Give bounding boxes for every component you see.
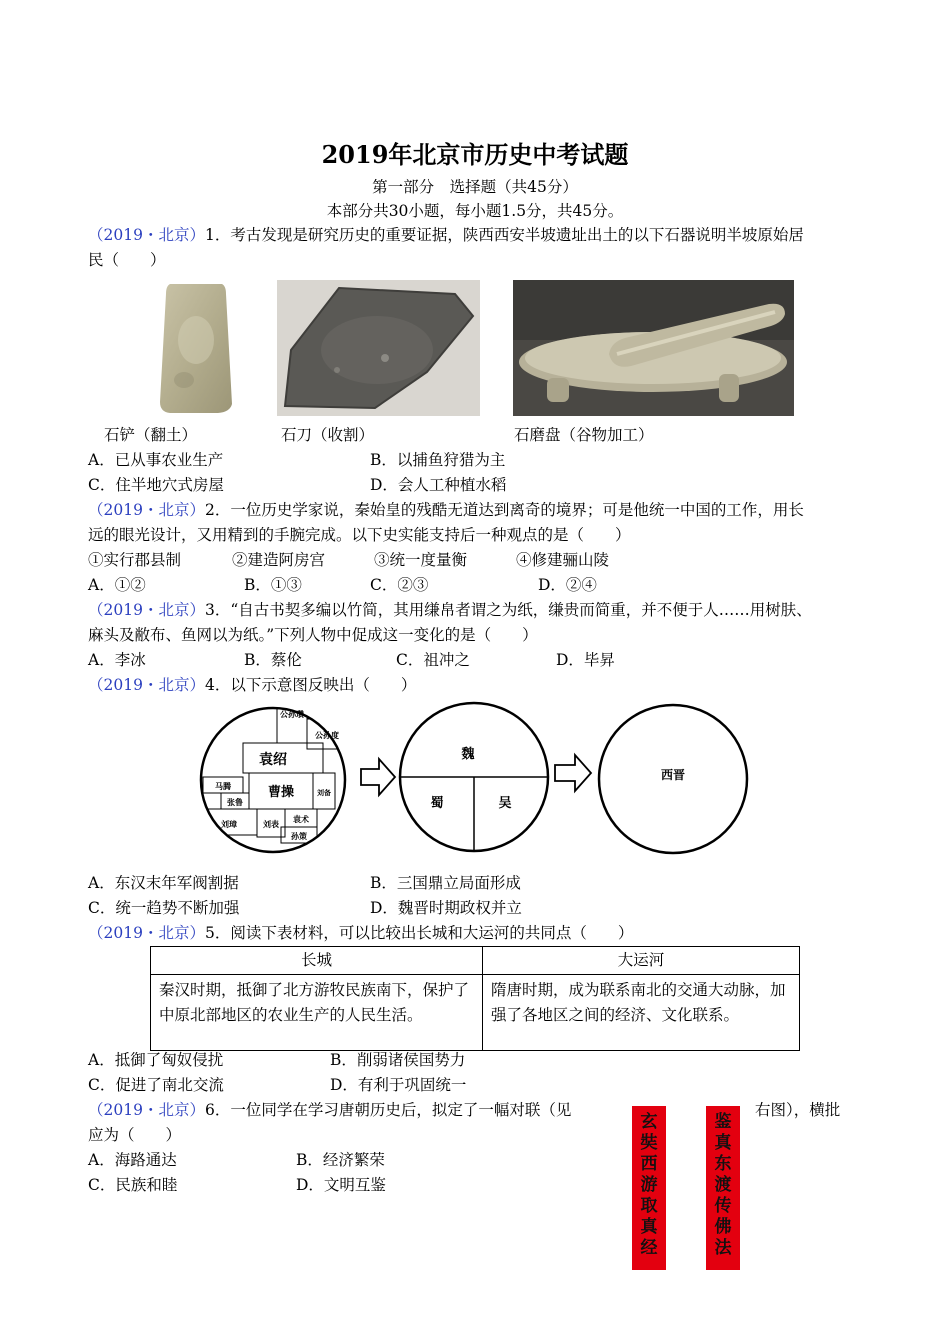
label-liu-biao: 刘表 [263,819,279,829]
label-western-jin: 西晋 [660,768,686,782]
table-row [151,975,800,1051]
q1-option-c: C．住半地穴式房屋 [88,476,224,494]
couplet-right-scroll: 鉴 真 东 渡 传 佛 法 [706,1106,740,1270]
label-wu: 吴 [498,796,512,811]
caption-grinding-slab: 石磨盘（谷物加工） [514,426,654,444]
label-shu: 蜀 [430,796,444,811]
table-header-great-wall: 长城 [151,947,483,975]
q2-item-2: ②建造阿房宫 [232,551,326,569]
label-gongsun-du: 公孙度 [315,730,339,740]
caption-stone-spade: 石铲（翻土） [104,426,198,444]
question-2-line2: 远的眼光设计，又用精到的手腕完成。以下史实能支持后一种观点的是（ ） [88,526,631,544]
stone-grinding-slab-image [513,280,794,416]
q2-item-4: ④修建骊山陵 [516,551,610,569]
q5-option-b: B．削弱诸侯国势力 [330,1051,466,1069]
q1-option-d: D．会人工种植水稻 [370,476,507,494]
label-wei: 魏 [461,747,475,762]
label-ma-teng: 马腾 [215,781,231,791]
q3-option-c: C．祖冲之 [396,651,470,669]
label-cao-cao: 曹操 [267,785,295,800]
label-yuan-shao: 袁绍 [259,752,287,768]
question-5-line1: （2019・北京）5．阅读下表材料，可以比较出长城和大运河的共同点（ ） [88,924,634,942]
table-header-grand-canal: 大运河 [483,947,800,975]
q5-option-c: C．促进了南北交流 [88,1076,224,1094]
q6-option-b: B．经济繁荣 [296,1151,385,1169]
arrow-icon [361,759,395,795]
question-6-line1: （2019・北京）6．一位同学在学习唐朝历史后，拟定了一幅对联（见 [88,1101,572,1119]
q5-option-d: D．有利于巩固统一 [330,1076,467,1094]
q2-option-a: A．①② [88,576,146,594]
question-3-line2: 麻头及敝布、鱼网以为纸。”下列人物中促成这一变化的是（ ） [88,626,538,644]
q1-option-a: A．已从事农业生产 [88,451,224,469]
couplet-left-scroll: 玄 奘 西 游 取 真 经 [632,1106,666,1270]
question-1-line1: （2019・北京）1．考古发现是研究历史的重要证据，陕西西安半坡遗址出土的以下石器说明半坡原始居 [88,226,804,244]
q6-option-d: D．文明互鉴 [296,1176,386,1194]
part-heading: 第一部分 选择题（共45分） [372,178,578,196]
part-note: 本部分共30小题，每小题1.5分，共45分。 [326,202,624,220]
table-cell-grand-canal: 隋唐时期，成为联系南北的交通大动脉，加强了各地区之间的经济、文化联系。 [483,975,800,1051]
comparison-table [150,946,800,1051]
caption-stone-knife: 石刀（收割） [281,426,375,444]
question-2-line1: （2019・北京）2．一位历史学家说，秦始皇的残酷无道达到离奇的境界；可是他统一中国的工作，用长 [88,501,804,519]
q2-option-b: B．①③ [244,576,302,594]
label-yuan-shu: 袁术 [293,814,309,824]
question-3-line1: （2019・北京）3．“自古书契多编以竹简，其用缣帛者谓之为纸，缣贵而简重，并不便于人……用树肤、 [88,601,812,619]
page-title: 2019年北京市历史中考试题 [321,140,629,169]
q3-option-a: A．李冰 [88,651,146,669]
arrow-icon [555,755,591,791]
q5-option-a: A．抵御了匈奴侵扰 [88,1051,224,1069]
label-zhang-lu: 张鲁 [227,797,243,807]
question-6-line1-end: 右图），横批 [755,1101,841,1119]
stone-spade-image [156,280,238,416]
q2-option-c: C．②③ [370,576,429,594]
source-tag: （2019・北京） [88,226,205,244]
q1-option-b: B．以捕鱼狩猎为主 [370,451,506,469]
label-sun-ce: 孙策 [291,831,307,841]
stone-knife-image [277,280,480,416]
q3-option-d: D．毕昇 [556,651,615,669]
table-header-row [151,947,800,975]
table-cell-great-wall: 秦汉时期，抵御了北方游牧民族南下，保护了中原北部地区的农业生产的人民生活。 [151,975,483,1051]
q4-option-c: C．统一趋势不断加强 [88,899,240,917]
q2-option-d: D．②④ [538,576,597,594]
warlords-to-western-jin-diagram [195,697,755,863]
q6-option-c: C．民族和睦 [88,1176,178,1194]
label-gongsun-zan: 公孙瓒 [280,709,304,719]
q4-option-b: B．三国鼎立局面形成 [370,874,521,892]
question-6-line2: 应为（ ） [88,1126,182,1144]
question-1-line2: 民（ ） [88,251,166,269]
q6-option-a: A．海路通达 [88,1151,177,1169]
question-4-line1: （2019・北京）4．以下示意图反映出（ ） [88,676,417,694]
q2-item-1: ①实行郡县制 [88,551,182,569]
q4-option-a: A．东汉末年军阀割据 [88,874,239,892]
label-liu-bei: 刘备 [317,788,331,797]
q3-option-b: B．蔡伦 [244,651,302,669]
label-liu-zhang: 刘璋 [221,819,237,829]
q4-option-d: D．魏晋时期政权并立 [370,899,522,917]
q2-item-3: ③统一度量衡 [374,551,468,569]
